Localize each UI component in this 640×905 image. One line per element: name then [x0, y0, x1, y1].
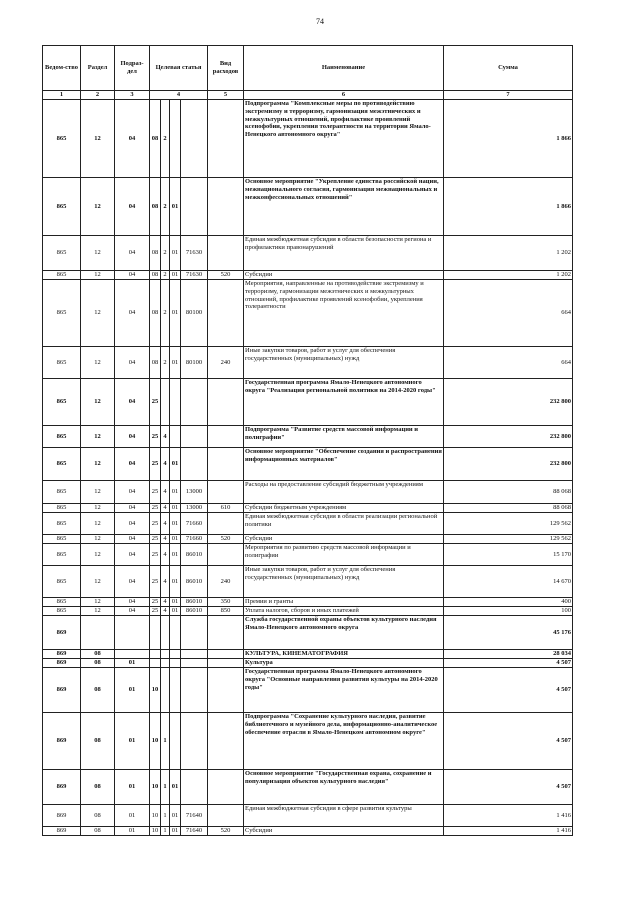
- summa-cell: 4 507: [444, 659, 573, 668]
- table-row: [43, 668, 573, 713]
- direction-code-cell: 71660: [181, 513, 208, 535]
- naimenovanie-cell: Культура: [244, 659, 444, 668]
- direction-code-cell: 13000: [181, 481, 208, 504]
- summa-cell: 100: [444, 607, 573, 616]
- table-row: [43, 100, 573, 178]
- naimenovanie-cell: Мероприятия, направленные на противодействие экстремизму и терроризму, гармонизации межэтнических и межкультурных отношений, профилактике проявлений ксенофобии, укрепления толерантности: [244, 280, 444, 347]
- podrazdel-cell: 04: [115, 178, 150, 236]
- table-row: [43, 379, 573, 426]
- razdel-cell: 08: [81, 659, 115, 668]
- razdel-cell: 12: [81, 100, 115, 178]
- header-tselevaya-statya: Целевая статья: [150, 46, 208, 91]
- program-code-cell: 08: [150, 178, 161, 236]
- budget-table-body: [43, 100, 573, 836]
- vedomstvo-cell: 869: [43, 650, 81, 659]
- event-code-cell: 01: [170, 607, 181, 616]
- razdel-cell: 12: [81, 426, 115, 448]
- subprogram-code-cell: 4: [161, 513, 170, 535]
- podrazdel-cell: 04: [115, 379, 150, 426]
- event-code-cell: [170, 100, 181, 178]
- summa-cell: 4 507: [444, 668, 573, 713]
- summa-cell: 4 507: [444, 770, 573, 805]
- header-podrazdel: Подраз-дел: [115, 46, 150, 91]
- subprogram-code-cell: 1: [161, 713, 170, 770]
- podrazdel-cell: 04: [115, 607, 150, 616]
- direction-code-cell: [181, 426, 208, 448]
- naimenovanie-cell: Единая межбюджетная субсидия в области реализации региональной политики: [244, 513, 444, 535]
- vid-rashodov-cell: [208, 100, 244, 178]
- razdel-cell: 08: [81, 805, 115, 827]
- subprogram-code-cell: 2: [161, 271, 170, 280]
- naimenovanie-cell: Премии и гранты: [244, 598, 444, 607]
- program-code-cell: 25: [150, 535, 161, 544]
- razdel-cell: [81, 616, 115, 650]
- direction-code-cell: 86010: [181, 598, 208, 607]
- table-row: [43, 659, 573, 668]
- naimenovanie-cell: Государственная программа Ямало-Ненецкого автономного округа "Реализация региональной политики на 2014-2020 годы": [244, 379, 444, 426]
- summa-cell: 28 034: [444, 650, 573, 659]
- vid-rashodov-cell: 850: [208, 607, 244, 616]
- summa-cell: 15 170: [444, 544, 573, 566]
- naimenovanie-cell: КУЛЬТУРА, КИНЕМАТОГРАФИЯ: [244, 650, 444, 659]
- event-code-cell: 01: [170, 504, 181, 513]
- subprogram-code-cell: 2: [161, 347, 170, 379]
- podrazdel-cell: 04: [115, 566, 150, 598]
- table-row: [43, 650, 573, 659]
- naimenovanie-cell: Расходы на предоставление субсидий бюджетным учреждениям: [244, 481, 444, 504]
- direction-code-cell: 71630: [181, 236, 208, 271]
- summa-cell: 88 068: [444, 504, 573, 513]
- colnum-2: 2: [81, 91, 115, 100]
- podrazdel-cell: 04: [115, 535, 150, 544]
- summa-cell: 1 416: [444, 805, 573, 827]
- razdel-cell: 12: [81, 236, 115, 271]
- vedomstvo-cell: 865: [43, 100, 81, 178]
- program-code-cell: 08: [150, 236, 161, 271]
- program-code-cell: 08: [150, 271, 161, 280]
- program-code-cell: 10: [150, 668, 161, 713]
- event-code-cell: 01: [170, 598, 181, 607]
- summa-cell: 232 800: [444, 448, 573, 481]
- summa-cell: 88 068: [444, 481, 573, 504]
- program-code-cell: 08: [150, 100, 161, 178]
- razdel-cell: 12: [81, 504, 115, 513]
- razdel-cell: 08: [81, 713, 115, 770]
- event-code-cell: 01: [170, 347, 181, 379]
- podrazdel-cell: 01: [115, 659, 150, 668]
- podrazdel-cell: 04: [115, 504, 150, 513]
- direction-code-cell: 71630: [181, 271, 208, 280]
- vedomstvo-cell: 865: [43, 566, 81, 598]
- table-row: [43, 566, 573, 598]
- program-code-cell: 10: [150, 770, 161, 805]
- event-code-cell: 01: [170, 280, 181, 347]
- colnum-5: 5: [208, 91, 244, 100]
- event-code-cell: 01: [170, 481, 181, 504]
- vedomstvo-cell: 865: [43, 236, 81, 271]
- naimenovanie-cell: Основное мероприятие "Государственная охрана, сохранение и популяризация объектов культурного наследия": [244, 770, 444, 805]
- table-row: [43, 504, 573, 513]
- header-row: [43, 46, 573, 91]
- colnum-4: 4: [150, 91, 208, 100]
- vid-rashodov-cell: [208, 236, 244, 271]
- event-code-cell: 01: [170, 178, 181, 236]
- razdel-cell: 12: [81, 481, 115, 504]
- program-code-cell: [150, 650, 161, 659]
- razdel-cell: 12: [81, 280, 115, 347]
- direction-code-cell: [181, 100, 208, 178]
- column-numbers-row: [43, 91, 573, 100]
- program-code-cell: 25: [150, 607, 161, 616]
- colnum-1: 1: [43, 91, 81, 100]
- program-code-cell: [150, 616, 161, 650]
- direction-code-cell: 80100: [181, 280, 208, 347]
- header-vid-rashodov: Вид расходов: [208, 46, 244, 91]
- subprogram-code-cell: 1: [161, 805, 170, 827]
- event-code-cell: 01: [170, 448, 181, 481]
- naimenovanie-cell: Субсидии бюджетным учреждениям: [244, 504, 444, 513]
- naimenovanie-cell: Единая межбюджетная субсидия в сфере развития культуры: [244, 805, 444, 827]
- table-row: [43, 805, 573, 827]
- program-code-cell: 25: [150, 513, 161, 535]
- program-code-cell: 25: [150, 379, 161, 426]
- direction-code-cell: [181, 770, 208, 805]
- direction-code-cell: 86010: [181, 566, 208, 598]
- header-razdel: Раздел: [81, 46, 115, 91]
- vedomstvo-cell: 869: [43, 827, 81, 836]
- vedomstvo-cell: 865: [43, 379, 81, 426]
- vid-rashodov-cell: [208, 280, 244, 347]
- naimenovanie-cell: Подпрограмма "Развитие средств массовой информации и полиграфии": [244, 426, 444, 448]
- subprogram-code-cell: 1: [161, 770, 170, 805]
- subprogram-code-cell: 2: [161, 100, 170, 178]
- table-row: [43, 607, 573, 616]
- vedomstvo-cell: 865: [43, 544, 81, 566]
- program-code-cell: 10: [150, 805, 161, 827]
- vedomstvo-cell: 865: [43, 448, 81, 481]
- event-code-cell: 01: [170, 513, 181, 535]
- table-row: [43, 770, 573, 805]
- table-row: [43, 713, 573, 770]
- summa-cell: 664: [444, 347, 573, 379]
- summa-cell: 400: [444, 598, 573, 607]
- direction-code-cell: [181, 650, 208, 659]
- subprogram-code-cell: [161, 616, 170, 650]
- vid-rashodov-cell: [208, 770, 244, 805]
- summa-cell: 1 866: [444, 178, 573, 236]
- subprogram-code-cell: 1: [161, 827, 170, 836]
- subprogram-code-cell: 4: [161, 566, 170, 598]
- program-code-cell: 25: [150, 544, 161, 566]
- summa-cell: 1 202: [444, 236, 573, 271]
- subprogram-code-cell: 4: [161, 535, 170, 544]
- vid-rashodov-cell: [208, 481, 244, 504]
- vedomstvo-cell: 865: [43, 535, 81, 544]
- event-code-cell: 01: [170, 544, 181, 566]
- table-row: [43, 598, 573, 607]
- vid-rashodov-cell: 520: [208, 271, 244, 280]
- direction-code-cell: 71640: [181, 827, 208, 836]
- razdel-cell: 08: [81, 668, 115, 713]
- naimenovanie-cell: Основное мероприятие "Укрепление единства российской нации, межнационального согласия, гармонизация межнациональных и межконфессиональных отношений": [244, 178, 444, 236]
- vid-rashodov-cell: [208, 426, 244, 448]
- vedomstvo-cell: 869: [43, 805, 81, 827]
- naimenovanie-cell: Субсидии: [244, 827, 444, 836]
- vedomstvo-cell: 865: [43, 504, 81, 513]
- table-row: [43, 544, 573, 566]
- colnum-7: 7: [444, 91, 573, 100]
- direction-code-cell: [181, 668, 208, 713]
- vid-rashodov-cell: [208, 178, 244, 236]
- summa-cell: 232 800: [444, 426, 573, 448]
- event-code-cell: [170, 616, 181, 650]
- event-code-cell: 01: [170, 770, 181, 805]
- direction-code-cell: 71640: [181, 805, 208, 827]
- naimenovanie-cell: Основное мероприятие "Обеспечение создания и распространения информационных материалов": [244, 448, 444, 481]
- table-row: [43, 271, 573, 280]
- naimenovanie-cell: Иные закупки товаров, работ и услуг для обеспечения государственных (муниципальных) нужд: [244, 566, 444, 598]
- subprogram-code-cell: 2: [161, 280, 170, 347]
- subprogram-code-cell: 4: [161, 607, 170, 616]
- event-code-cell: [170, 668, 181, 713]
- event-code-cell: 01: [170, 805, 181, 827]
- summa-cell: 232 800: [444, 379, 573, 426]
- naimenovanie-cell: Подпрограмма "Комплексные меры по противодействию экстремизму и терроризму, гармонизация межэтнических и межкультурных отношений, профилактике проявлений ксенофобии, укрепления толерантности на территории Ямало-Ненецкого автономного округа": [244, 100, 444, 178]
- podrazdel-cell: 04: [115, 544, 150, 566]
- podrazdel-cell: 04: [115, 100, 150, 178]
- vid-rashodov-cell: 350: [208, 598, 244, 607]
- summa-cell: 129 562: [444, 535, 573, 544]
- header-summa: Сумма: [444, 46, 573, 91]
- event-code-cell: 01: [170, 271, 181, 280]
- razdel-cell: 12: [81, 178, 115, 236]
- naimenovanie-cell: Подпрограмма "Сохранение культурного наследия, развитие библиотечного и музейного дела, информационно-аналитическое обеспечение отрасли в Ямало-Ненецком автономном округе": [244, 713, 444, 770]
- podrazdel-cell: 01: [115, 805, 150, 827]
- table-row: [43, 236, 573, 271]
- razdel-cell: 12: [81, 347, 115, 379]
- table-row: [43, 481, 573, 504]
- subprogram-code-cell: [161, 650, 170, 659]
- summa-cell: 45 176: [444, 616, 573, 650]
- razdel-cell: 08: [81, 827, 115, 836]
- vedomstvo-cell: 869: [43, 770, 81, 805]
- table-row: [43, 426, 573, 448]
- budget-table: [42, 45, 573, 836]
- subprogram-code-cell: [161, 659, 170, 668]
- razdel-cell: 12: [81, 448, 115, 481]
- direction-code-cell: [181, 713, 208, 770]
- podrazdel-cell: 04: [115, 513, 150, 535]
- vid-rashodov-cell: 610: [208, 504, 244, 513]
- vedomstvo-cell: 865: [43, 271, 81, 280]
- program-code-cell: 25: [150, 504, 161, 513]
- direction-code-cell: 80100: [181, 347, 208, 379]
- podrazdel-cell: 04: [115, 448, 150, 481]
- summa-cell: 1 416: [444, 827, 573, 836]
- direction-code-cell: 71660: [181, 535, 208, 544]
- razdel-cell: 12: [81, 535, 115, 544]
- podrazdel-cell: [115, 650, 150, 659]
- razdel-cell: 12: [81, 513, 115, 535]
- podrazdel-cell: 04: [115, 280, 150, 347]
- razdel-cell: 12: [81, 544, 115, 566]
- colnum-3: 3: [115, 91, 150, 100]
- razdel-cell: 12: [81, 607, 115, 616]
- direction-code-cell: [181, 379, 208, 426]
- podrazdel-cell: [115, 616, 150, 650]
- header-naimenovanie: Наименование: [244, 46, 444, 91]
- subprogram-code-cell: 4: [161, 481, 170, 504]
- direction-code-cell: [181, 659, 208, 668]
- podrazdel-cell: 04: [115, 426, 150, 448]
- razdel-cell: 12: [81, 566, 115, 598]
- vedomstvo-cell: 869: [43, 713, 81, 770]
- program-code-cell: 10: [150, 713, 161, 770]
- vid-rashodov-cell: [208, 544, 244, 566]
- event-code-cell: [170, 379, 181, 426]
- vid-rashodov-cell: [208, 379, 244, 426]
- subprogram-code-cell: 4: [161, 448, 170, 481]
- vedomstvo-cell: 865: [43, 426, 81, 448]
- vedomstvo-cell: 865: [43, 607, 81, 616]
- subprogram-code-cell: [161, 379, 170, 426]
- vedomstvo-cell: 865: [43, 347, 81, 379]
- table-row: [43, 178, 573, 236]
- vid-rashodov-cell: [208, 659, 244, 668]
- naimenovanie-cell: Государственная программа Ямало-Ненецкого автономного округа "Основные направления развития культуры на 2014-2020 годы": [244, 668, 444, 713]
- naimenovanie-cell: Уплата налогов, сборов и иных платежей: [244, 607, 444, 616]
- subprogram-code-cell: 4: [161, 598, 170, 607]
- summa-cell: 1 866: [444, 100, 573, 178]
- program-code-cell: 25: [150, 566, 161, 598]
- podrazdel-cell: 01: [115, 668, 150, 713]
- direction-code-cell: 86010: [181, 544, 208, 566]
- subprogram-code-cell: 4: [161, 544, 170, 566]
- naimenovanie-cell: Мероприятия по развитию средств массовой информации и полиграфии: [244, 544, 444, 566]
- naimenovanie-cell: Субсидии: [244, 271, 444, 280]
- podrazdel-cell: 04: [115, 347, 150, 379]
- event-code-cell: [170, 426, 181, 448]
- vedomstvo-cell: 865: [43, 178, 81, 236]
- event-code-cell: 01: [170, 566, 181, 598]
- podrazdel-cell: 04: [115, 481, 150, 504]
- vid-rashodov-cell: 520: [208, 535, 244, 544]
- table-row: [43, 827, 573, 836]
- razdel-cell: 08: [81, 770, 115, 805]
- direction-code-cell: [181, 448, 208, 481]
- table-row: [43, 448, 573, 481]
- summa-cell: 4 507: [444, 713, 573, 770]
- naimenovanie-cell: Иные закупки товаров, работ и услуг для обеспечения государственных (муниципальных) нужд: [244, 347, 444, 379]
- subprogram-code-cell: 4: [161, 504, 170, 513]
- vid-rashodov-cell: [208, 650, 244, 659]
- vid-rashodov-cell: [208, 616, 244, 650]
- summa-cell: 14 670: [444, 566, 573, 598]
- vedomstvo-cell: 865: [43, 513, 81, 535]
- direction-code-cell: 13000: [181, 504, 208, 513]
- vedomstvo-cell: 869: [43, 668, 81, 713]
- header-vedomstvo: Ведом-ство: [43, 46, 81, 91]
- vedomstvo-cell: 869: [43, 616, 81, 650]
- razdel-cell: 12: [81, 379, 115, 426]
- razdel-cell: 12: [81, 598, 115, 607]
- vid-rashodov-cell: [208, 513, 244, 535]
- vid-rashodov-cell: 240: [208, 347, 244, 379]
- program-code-cell: 25: [150, 481, 161, 504]
- vedomstvo-cell: 865: [43, 481, 81, 504]
- vedomstvo-cell: 869: [43, 659, 81, 668]
- table-row: [43, 347, 573, 379]
- program-code-cell: 25: [150, 448, 161, 481]
- event-code-cell: 01: [170, 236, 181, 271]
- direction-code-cell: [181, 616, 208, 650]
- razdel-cell: 12: [81, 271, 115, 280]
- subprogram-code-cell: 2: [161, 178, 170, 236]
- vedomstvo-cell: 865: [43, 280, 81, 347]
- subprogram-code-cell: 4: [161, 426, 170, 448]
- vid-rashodov-cell: [208, 805, 244, 827]
- direction-code-cell: [181, 178, 208, 236]
- vid-rashodov-cell: 240: [208, 566, 244, 598]
- subprogram-code-cell: 2: [161, 236, 170, 271]
- program-code-cell: 10: [150, 827, 161, 836]
- event-code-cell: 01: [170, 827, 181, 836]
- table-row: [43, 513, 573, 535]
- vedomstvo-cell: 865: [43, 598, 81, 607]
- table-row: [43, 616, 573, 650]
- event-code-cell: [170, 659, 181, 668]
- event-code-cell: [170, 650, 181, 659]
- naimenovanie-cell: Субсидии: [244, 535, 444, 544]
- program-code-cell: 08: [150, 347, 161, 379]
- summa-cell: 664: [444, 280, 573, 347]
- vid-rashodov-cell: [208, 713, 244, 770]
- podrazdel-cell: 01: [115, 827, 150, 836]
- podrazdel-cell: 04: [115, 236, 150, 271]
- table-row: [43, 535, 573, 544]
- program-code-cell: 25: [150, 598, 161, 607]
- podrazdel-cell: 04: [115, 598, 150, 607]
- podrazdel-cell: 01: [115, 770, 150, 805]
- summa-cell: 1 202: [444, 271, 573, 280]
- event-code-cell: [170, 713, 181, 770]
- page-number: 74: [316, 17, 324, 26]
- podrazdel-cell: 01: [115, 713, 150, 770]
- podrazdel-cell: 04: [115, 271, 150, 280]
- event-code-cell: 01: [170, 535, 181, 544]
- naimenovanie-cell: Служба государственной охраны объектов культурного наследия Ямало-Ненецкого автономного округа: [244, 616, 444, 650]
- vid-rashodov-cell: [208, 668, 244, 713]
- vid-rashodov-cell: 520: [208, 827, 244, 836]
- table-row: [43, 280, 573, 347]
- vid-rashodov-cell: [208, 448, 244, 481]
- naimenovanie-cell: Единая межбюджетная субсидия в области безопасности региона и профилактики правонарушений: [244, 236, 444, 271]
- program-code-cell: 25: [150, 426, 161, 448]
- program-code-cell: [150, 659, 161, 668]
- subprogram-code-cell: [161, 668, 170, 713]
- summa-cell: 129 562: [444, 513, 573, 535]
- program-code-cell: 08: [150, 280, 161, 347]
- colnum-6: 6: [244, 91, 444, 100]
- direction-code-cell: 86010: [181, 607, 208, 616]
- razdel-cell: 08: [81, 650, 115, 659]
